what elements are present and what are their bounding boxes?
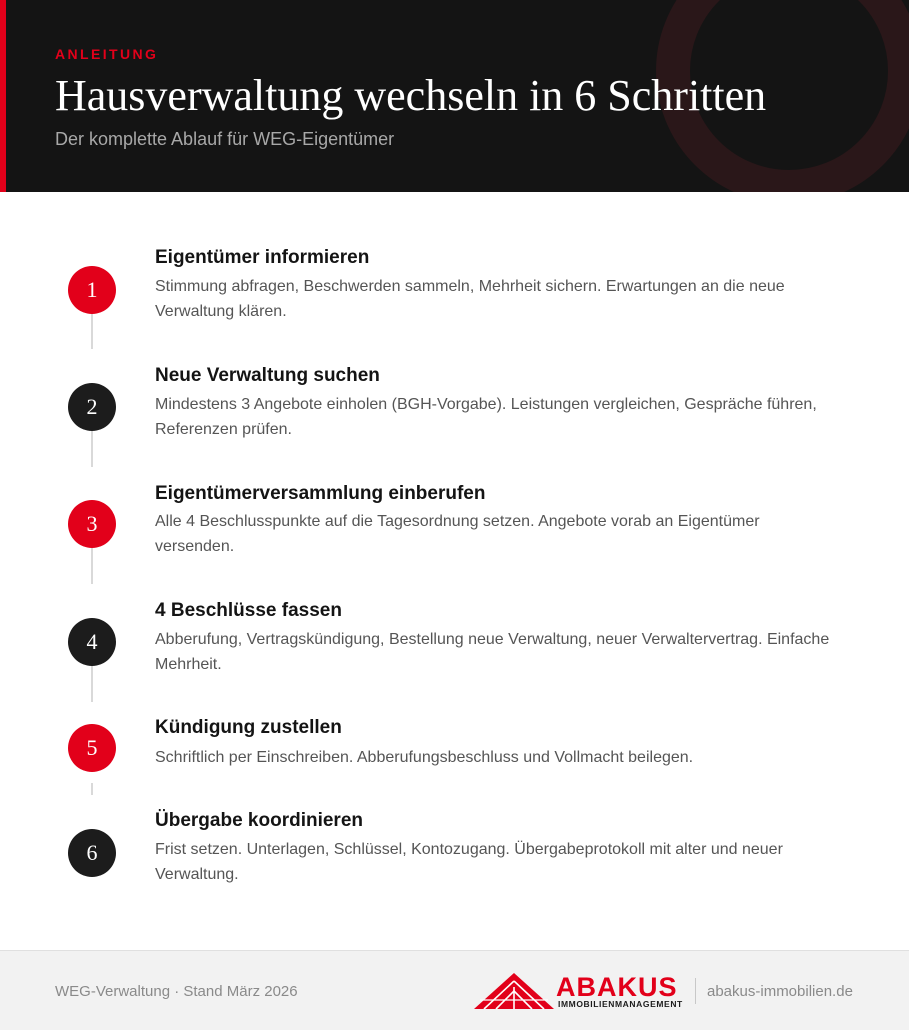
step-title: Eigentümer informieren bbox=[155, 247, 370, 268]
footer-note: WEG-Verwaltung · Stand März 2026 bbox=[55, 983, 298, 1000]
step-connector bbox=[91, 783, 93, 795]
abakus-logo[interactable] bbox=[474, 971, 690, 1011]
step-description: Stimmung abfragen, Beschwerden sammeln, Mehrheit sichern. Erwartungen an die neue Verwaltung klären. bbox=[155, 278, 785, 320]
footer-divider bbox=[695, 978, 696, 1004]
logo-roof-icon bbox=[474, 971, 554, 1011]
step-title: Neue Verwaltung suchen bbox=[155, 365, 380, 386]
logo-wordmark: ABAKUS bbox=[556, 972, 678, 1002]
step-connector bbox=[91, 666, 93, 702]
header-banner bbox=[0, 0, 909, 192]
eyebrow-label: ANLEITUNG bbox=[55, 46, 159, 62]
step-description: Frist setzen. Unterlagen, Schlüssel, Kontozugang. Übergabeprotokoll mit alter und neuer Verwaltung. bbox=[155, 841, 783, 883]
logo-tagline: IMMOBILIENMANAGEMENT bbox=[558, 999, 683, 1009]
page-title: Hausverwaltung wechseln in 6 Schritten bbox=[55, 71, 767, 120]
step-number-badge: 3 bbox=[68, 500, 116, 548]
step-description: Schriftlich per Einschreiben. Abberufungsbeschluss und Vollmacht beilegen. bbox=[155, 749, 694, 766]
step-number-badge: 6 bbox=[68, 829, 116, 877]
steps-list bbox=[0, 192, 909, 950]
step-description: Mindestens 3 Angebote einholen (BGH-Vorgabe). Leistungen vergleichen, Gespräche führen, Referenzen prüfen. bbox=[155, 396, 817, 438]
step-title: 4 Beschlüsse fassen bbox=[155, 600, 342, 621]
step-description: Alle 4 Beschlusspunkte auf die Tagesordnung setzen. Angebote vorab an Eigentümer versenden. bbox=[155, 513, 760, 555]
step-connector bbox=[91, 313, 93, 349]
step-number-badge: 1 bbox=[68, 266, 116, 314]
step-number-badge: 2 bbox=[68, 383, 116, 431]
step-title: Übergabe koordinieren bbox=[155, 810, 363, 831]
website-link[interactable]: abakus-immobilien.de bbox=[707, 983, 853, 1000]
page-subtitle: Der komplette Ablauf für WEG-Eigentümer bbox=[55, 129, 395, 149]
step-number-badge: 4 bbox=[68, 618, 116, 666]
step-title: Eigentümerversammlung einberufen bbox=[155, 483, 486, 504]
step-connector bbox=[91, 548, 93, 584]
step-connector bbox=[91, 431, 93, 467]
footer bbox=[0, 950, 909, 1030]
step-description: Abberufung, Vertragskündigung, Bestellung neue Verwaltung, neuer Verwaltervertrag. Einfache Mehrheit. bbox=[155, 631, 830, 673]
accent-bar bbox=[0, 0, 6, 192]
step-title: Kündigung zustellen bbox=[155, 717, 342, 738]
step-number-badge: 5 bbox=[68, 724, 116, 772]
